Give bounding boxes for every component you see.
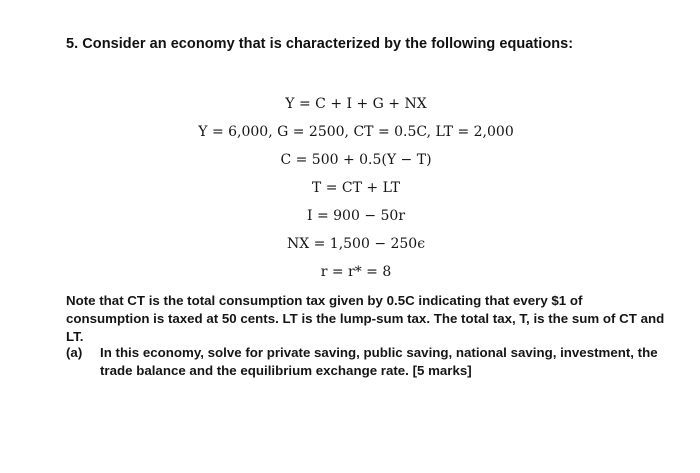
part-a-text: In this economy, solve for private saving, public saving, national saving, investment, the trade balance and the equilibrium exchange rate. [5 marks] <box>100 345 658 378</box>
equation-list <box>0 90 700 286</box>
equation-consumption: C = 500 + 0.5(Y − T) <box>280 152 432 168</box>
equation-gdp-identity: Y = C + I + G + NX <box>285 96 427 112</box>
question-title: 5. Consider an economy that is characterized by the following equations: <box>66 36 574 52</box>
note-paragraph: Note that CT is the total consumption tax given by 0.5C indicating that every $1 of consumption is taxed at 50 cents. LT is the lump-sum tax. The total tax, T, is the sum of CT and LT. <box>66 293 665 344</box>
equation-net-exports: NX = 1,500 − 250ϵ <box>286 236 426 252</box>
equation-interest-rate: r = r* = 8 <box>320 264 392 280</box>
equation-total-tax: T = CT + LT <box>311 180 401 196</box>
equation-given-values: Y = 6,000, G = 2500, CT = 0.5C, LT = 2,000 <box>198 124 514 140</box>
part-a-label: (a) <box>66 345 83 360</box>
equation-investment: I = 900 − 50r <box>306 208 406 224</box>
